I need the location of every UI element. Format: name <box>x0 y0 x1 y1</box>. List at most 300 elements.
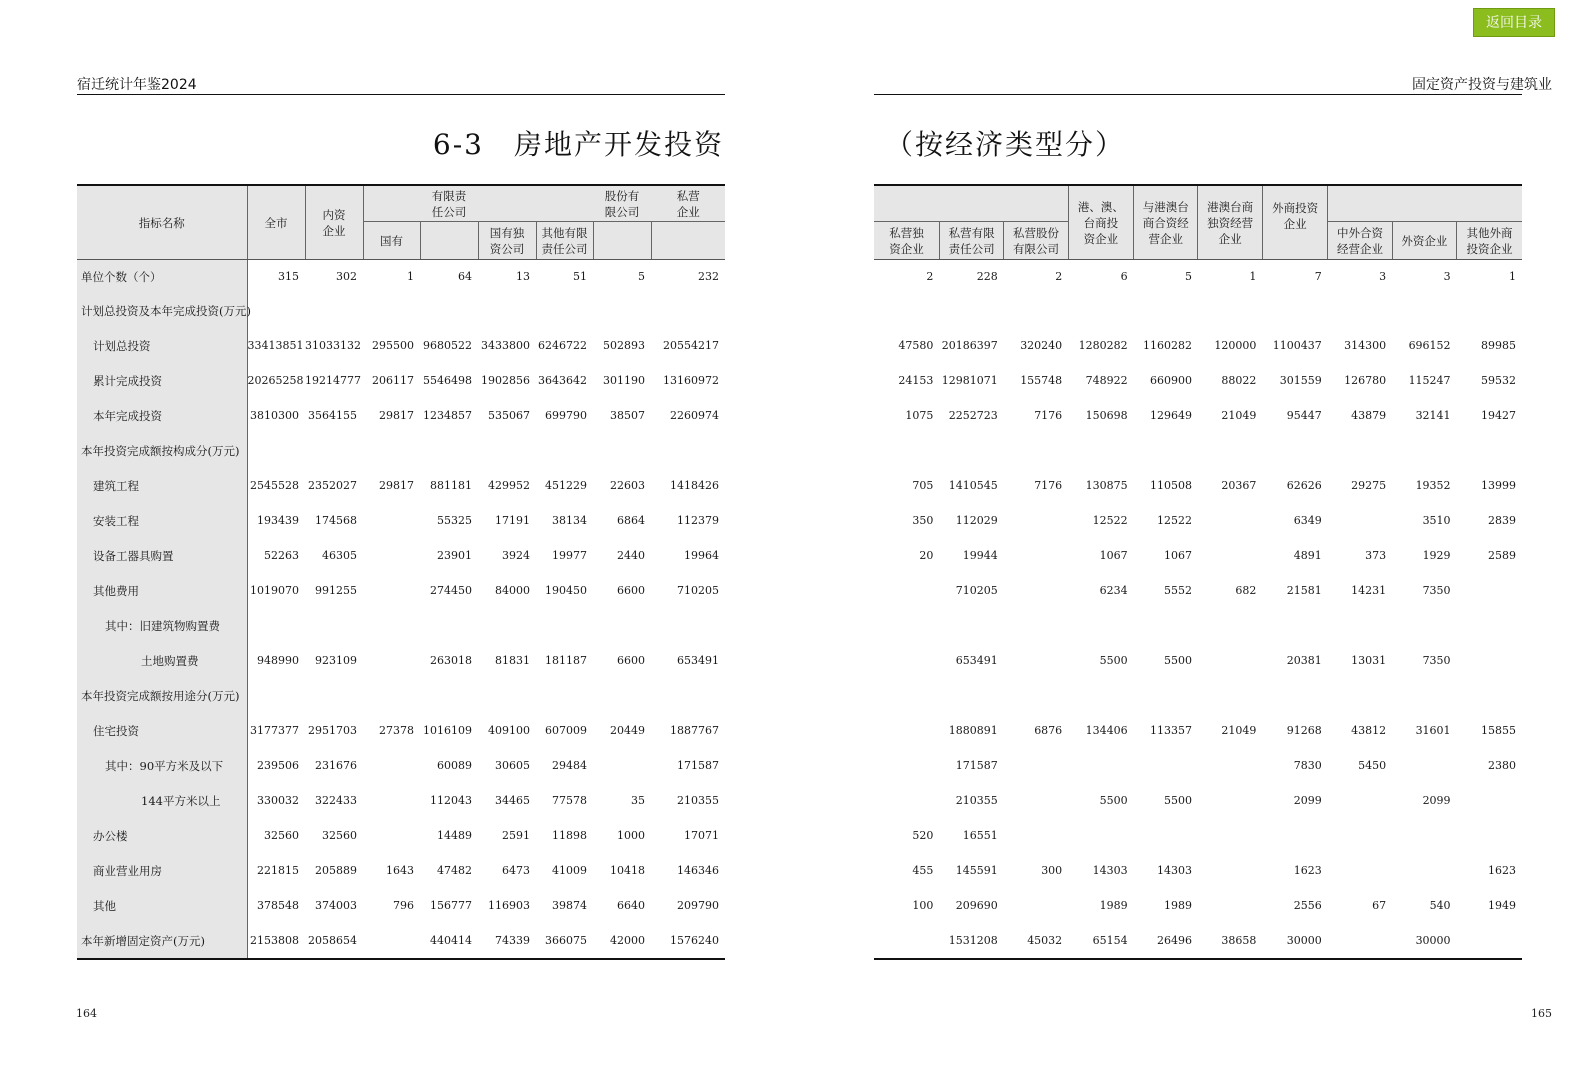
table-cell: 373 <box>1365 549 1387 562</box>
table-cell <box>1328 818 1392 853</box>
table-cell <box>1134 748 1198 783</box>
table-cell <box>1328 853 1392 888</box>
table-row <box>874 260 1522 294</box>
table-cell: 2352027 <box>308 479 357 492</box>
table-cell: 710205 <box>955 584 998 597</box>
table-row <box>874 783 1522 818</box>
table-cell: 4891 <box>1293 549 1322 562</box>
header-hmt-joint: 与港澳台 商合资经 营企业 <box>1134 185 1198 260</box>
table-cell: 7350 <box>1422 584 1451 597</box>
table-cell: 881181 <box>430 479 472 492</box>
table-cell: 209790 <box>677 899 719 912</box>
table-cell: 7830 <box>1293 759 1322 772</box>
table-cell <box>1198 503 1262 538</box>
table-cell: 653491 <box>955 654 998 667</box>
table-row <box>77 363 725 398</box>
table-cell <box>536 293 593 328</box>
table-cell <box>305 433 363 468</box>
row-label: 其中：90平方米及以下 <box>77 748 247 783</box>
table-cell: 13999 <box>1481 479 1516 492</box>
table-cell: 45032 <box>1004 923 1068 959</box>
table-row <box>874 608 1522 643</box>
table-cell <box>1328 503 1392 538</box>
table-cell: 502893 <box>603 339 645 352</box>
table-row <box>874 853 1522 888</box>
table-cell: 31601 <box>1415 724 1451 737</box>
table-cell: 112379 <box>677 514 719 527</box>
table-cell: 923109 <box>315 654 357 667</box>
table-cell: 948990 <box>257 654 299 667</box>
table-row <box>77 260 725 294</box>
row-label: 本年投资完成额按构成分(万元) <box>77 433 247 468</box>
table-cell: 30000 <box>1262 923 1327 959</box>
table-cell: 3433800 <box>481 339 530 352</box>
table-cell: 42000 <box>593 923 651 959</box>
row-label: 累计完成投资 <box>77 363 247 398</box>
table-cell <box>478 293 536 328</box>
table-cell <box>1004 748 1068 783</box>
table-cell <box>1134 678 1198 713</box>
table-cell: 1016109 <box>423 724 472 737</box>
table-cell: 20449 <box>610 724 645 737</box>
table-cell: 9680522 <box>423 339 472 352</box>
table-row <box>874 818 1522 853</box>
table-row <box>77 328 725 363</box>
table-cell: 7 <box>1314 270 1322 283</box>
row-label: 其他费用 <box>77 573 247 608</box>
table-row <box>77 888 725 923</box>
table-cell: 6640 <box>617 899 645 912</box>
table-cell <box>1068 293 1133 328</box>
table-cell <box>247 433 305 468</box>
table-cell <box>1004 573 1068 608</box>
table-row <box>77 853 725 888</box>
table-cell: 15855 <box>1481 724 1516 737</box>
table-cell: 21581 <box>1286 584 1322 597</box>
table-cell: 38658 <box>1198 923 1262 959</box>
table-row <box>874 468 1522 503</box>
table-cell: 5 <box>638 270 645 283</box>
table-cell: 5546498 <box>423 374 472 387</box>
table-cell: 6864 <box>617 514 645 527</box>
table-cell: 23901 <box>437 549 472 562</box>
table-row <box>77 398 725 433</box>
table-cell: 451229 <box>545 479 587 492</box>
table-cell <box>1328 433 1392 468</box>
table-cell: 1887767 <box>670 724 719 737</box>
table-cell: 17071 <box>684 829 719 842</box>
table-cell: 91268 <box>1286 724 1322 737</box>
table-cell: 682 <box>1235 584 1257 597</box>
table-row <box>77 608 725 643</box>
table-cell <box>651 293 725 328</box>
table-cell: 112043 <box>430 794 472 807</box>
table-cell: 330032 <box>257 794 299 807</box>
table-cell: 3643642 <box>538 374 587 387</box>
table-cell: 13160972 <box>663 374 719 387</box>
table-cell: 2440 <box>617 549 645 562</box>
investment-table-right <box>874 184 1522 960</box>
table-cell: 2556 <box>1293 899 1322 912</box>
table-title: 6-3 房地产开发投资 <box>432 128 724 161</box>
table-cell: 1880891 <box>948 724 998 737</box>
table-cell: 20554217 <box>663 339 719 352</box>
table-cell <box>1198 748 1262 783</box>
header-private: 私营 企业 <box>651 222 725 260</box>
table-cell: 46305 <box>322 549 357 562</box>
table-cell: 52263 <box>264 549 299 562</box>
table-cell <box>1328 678 1392 713</box>
table-cell: 155748 <box>1020 374 1063 387</box>
table-cell: 129649 <box>1149 409 1192 422</box>
table-cell: 41009 <box>552 864 587 877</box>
table-cell <box>939 608 1003 643</box>
table-cell: 2 <box>926 270 934 283</box>
table-cell: 6600 <box>617 584 645 597</box>
table-cell: 440414 <box>420 923 478 959</box>
table-cell: 232 <box>698 270 719 283</box>
table-cell <box>363 573 420 608</box>
table-cell: 2589 <box>1488 549 1516 562</box>
table-cell <box>651 608 725 643</box>
row-label: 设备工器具购置 <box>77 538 247 573</box>
table-row <box>874 713 1522 748</box>
table-cell: 796 <box>393 899 414 912</box>
table-cell: 3510 <box>1422 514 1451 527</box>
table-cell: 35 <box>631 794 645 807</box>
table-cell: 171587 <box>955 759 998 772</box>
table-cell: 47580 <box>898 339 934 352</box>
row-label: 其中：旧建筑物购置费 <box>77 608 247 643</box>
table-row <box>77 468 725 503</box>
table-cell <box>1004 643 1068 678</box>
table-cell: 1 <box>1509 270 1516 283</box>
table-cell: 2260974 <box>670 409 719 422</box>
table-cell <box>874 713 939 748</box>
table-cell <box>1134 608 1198 643</box>
table-cell: 10418 <box>610 864 645 877</box>
table-cell: 1000 <box>617 829 645 842</box>
table-cell: 1234857 <box>423 409 472 422</box>
table-cell: 205889 <box>315 864 357 877</box>
table-cell: 193439 <box>257 514 299 527</box>
table-cell <box>420 608 478 643</box>
table-cell: 239506 <box>257 759 299 772</box>
table-cell <box>939 293 1003 328</box>
table-cell: 174568 <box>315 514 357 527</box>
table-cell <box>1262 433 1327 468</box>
table-cell <box>593 608 651 643</box>
table-cell <box>1068 433 1133 468</box>
row-label: 商业营业用房 <box>77 853 247 888</box>
table-cell: 19352 <box>1415 479 1451 492</box>
table-cell: 30605 <box>495 759 530 772</box>
left-page <box>0 0 790 1077</box>
table-cell: 6600 <box>617 654 645 667</box>
table-cell <box>1457 293 1522 328</box>
table-cell <box>1134 818 1198 853</box>
table-cell: 13031 <box>1351 654 1387 667</box>
table-cell: 21049 <box>1221 409 1257 422</box>
table-row <box>874 293 1522 328</box>
table-cell <box>305 293 363 328</box>
table-cell: 60089 <box>437 759 472 772</box>
back-to-contents-button[interactable]: 返回目录 <box>1473 8 1555 37</box>
table-cell: 32560 <box>322 829 357 842</box>
table-cell <box>1392 853 1456 888</box>
table-cell <box>1262 818 1327 853</box>
table-row <box>874 678 1522 713</box>
table-cell: 315 <box>278 270 299 283</box>
table-cell: 228 <box>976 270 998 283</box>
table-cell: 705 <box>912 479 934 492</box>
table-row <box>874 643 1522 678</box>
table-cell <box>939 678 1003 713</box>
table-cell: 1531208 <box>939 923 1003 959</box>
table-cell: 24153 <box>898 374 934 387</box>
table-cell: 3 <box>1379 270 1387 283</box>
table-cell: 5500 <box>1099 794 1128 807</box>
table-row <box>874 503 1522 538</box>
table-cell <box>247 678 305 713</box>
header-indicator: 指标名称 <box>77 185 247 260</box>
table-cell <box>1457 608 1522 643</box>
table-cell: 20186397 <box>941 339 998 352</box>
table-cell <box>1004 538 1068 573</box>
table-cell: 748922 <box>1085 374 1128 387</box>
table-cell: 409100 <box>488 724 530 737</box>
table-cell: 1067 <box>1099 549 1128 562</box>
table-cell <box>363 923 420 959</box>
header-rule <box>874 94 1522 95</box>
table-cell: 16551 <box>962 829 998 842</box>
table-cell: 39874 <box>552 899 587 912</box>
table-cell: 520 <box>912 829 934 842</box>
header-foreign-subgroup <box>1328 185 1522 222</box>
table-cell <box>874 748 939 783</box>
table-cell: 43879 <box>1351 409 1387 422</box>
table-row <box>77 293 725 328</box>
table-cell: 32141 <box>1415 409 1451 422</box>
row-label: 其他 <box>77 888 247 923</box>
table-cell <box>1392 678 1456 713</box>
table-cell <box>363 643 420 678</box>
table-cell: 3564155 <box>308 409 357 422</box>
table-cell <box>593 748 651 783</box>
table-cell: 2380 <box>1488 759 1516 772</box>
table-cell <box>1004 888 1068 923</box>
table-cell <box>1198 818 1262 853</box>
table-cell: 699790 <box>545 409 587 422</box>
table-row <box>874 748 1522 783</box>
table-cell: 31033132 <box>305 339 361 352</box>
table-cell: 3810300 <box>250 409 299 422</box>
table-cell: 5552 <box>1163 584 1192 597</box>
header-total: 全市 <box>247 185 305 260</box>
table-cell: 5500 <box>1099 654 1128 667</box>
table-cell <box>1004 608 1068 643</box>
table-cell: 116903 <box>488 899 530 912</box>
table-row <box>874 328 1522 363</box>
table-cell <box>1262 293 1327 328</box>
page-number: 164 <box>76 1007 97 1020</box>
table-cell: 1576240 <box>651 923 725 959</box>
table-cell: 74339 <box>478 923 536 959</box>
row-label: 计划总投资 <box>77 328 247 363</box>
header-private-joint-stock: 私营股份 有限公司 <box>1004 222 1068 260</box>
table-row <box>874 538 1522 573</box>
table-cell: 1989 <box>1163 899 1192 912</box>
table-cell <box>874 923 939 959</box>
table-cell: 2951703 <box>308 724 357 737</box>
table-cell <box>1198 608 1262 643</box>
table-cell <box>1262 608 1327 643</box>
table-cell <box>1457 678 1522 713</box>
table-cell: 65154 <box>1068 923 1133 959</box>
table-cell: 991255 <box>315 584 357 597</box>
table-cell: 17191 <box>495 514 530 527</box>
table-cell: 77578 <box>552 794 587 807</box>
table-row <box>77 748 725 783</box>
row-label: 单位个数（个） <box>77 260 247 294</box>
table-cell <box>363 433 420 468</box>
table-cell: 34465 <box>495 794 530 807</box>
table-cell: 27378 <box>379 724 414 737</box>
table-cell <box>1262 678 1327 713</box>
header-private-sole: 私营独 资企业 <box>874 222 939 260</box>
table-cell <box>363 608 420 643</box>
table-cell <box>363 783 420 818</box>
table-cell: 263018 <box>430 654 472 667</box>
table-cell: 29817 <box>379 409 414 422</box>
table-row <box>77 713 725 748</box>
table-cell: 67 <box>1372 899 1387 912</box>
table-cell: 20381 <box>1286 654 1322 667</box>
table-cell <box>874 643 939 678</box>
table-cell: 47482 <box>437 864 472 877</box>
table-cell: 19977 <box>552 549 587 562</box>
table-cell: 653491 <box>677 654 719 667</box>
row-label: 安装工程 <box>77 503 247 538</box>
table-cell: 540 <box>1429 899 1451 912</box>
table-cell: 84000 <box>495 584 530 597</box>
table-cell: 5500 <box>1163 794 1192 807</box>
table-cell <box>1392 818 1456 853</box>
table-cell: 1 <box>407 270 414 283</box>
table-row <box>77 573 725 608</box>
table-cell: 378548 <box>257 899 299 912</box>
table-cell: 1 <box>1249 270 1257 283</box>
table-cell: 429952 <box>488 479 530 492</box>
header-other-llc: 其他有限 责任公司 <box>536 222 593 260</box>
header-private-llc: 私营有限 责任公司 <box>939 222 1003 260</box>
table-cell <box>1457 573 1522 608</box>
table-cell: 6 <box>1120 270 1128 283</box>
table-cell <box>305 608 363 643</box>
table-cell: 322433 <box>315 794 357 807</box>
header-state-owned: 国有 <box>363 222 420 260</box>
table-cell: 350 <box>912 514 934 527</box>
table-cell: 20367 <box>1221 479 1257 492</box>
table-cell: 14489 <box>437 829 472 842</box>
table-cell: 3 <box>1443 270 1451 283</box>
table-cell <box>420 433 478 468</box>
header-llc: 有限责 任公司 <box>420 222 478 260</box>
table-cell: 38507 <box>610 409 645 422</box>
table-cell: 1075 <box>905 409 934 422</box>
table-cell: 1410545 <box>948 479 998 492</box>
table-cell: 88022 <box>1221 374 1257 387</box>
table-row <box>874 573 1522 608</box>
header-hmt: 港、澳、 台商投 资企业 <box>1068 185 1133 260</box>
table-cell: 301190 <box>603 374 645 387</box>
table-row <box>874 923 1522 959</box>
table-cell <box>1457 783 1522 818</box>
table-cell: 112029 <box>955 514 998 527</box>
table-cell <box>478 433 536 468</box>
table-cell <box>363 538 420 573</box>
table-cell: 1949 <box>1488 899 1516 912</box>
table-cell: 210355 <box>677 794 719 807</box>
table-cell: 1623 <box>1488 864 1516 877</box>
table-cell <box>536 433 593 468</box>
table-cell <box>1392 748 1456 783</box>
table-cell <box>1328 293 1392 328</box>
table-cell: 1100437 <box>1272 339 1322 352</box>
table-cell <box>536 608 593 643</box>
table-cell <box>363 748 420 783</box>
table-cell: 710205 <box>677 584 719 597</box>
table-cell: 314300 <box>1344 339 1387 352</box>
table-cell <box>1392 293 1456 328</box>
table-cell: 29275 <box>1351 479 1387 492</box>
table-cell: 89985 <box>1481 339 1516 352</box>
table-cell <box>1392 608 1456 643</box>
table-cell: 1623 <box>1293 864 1322 877</box>
table-cell: 190450 <box>545 584 587 597</box>
table-cell: 210355 <box>955 794 998 807</box>
investment-table-left <box>77 184 725 960</box>
table-cell <box>1328 783 1392 818</box>
table-cell: 19944 <box>962 549 998 562</box>
header-foreign-owned: 外资企业 <box>1392 222 1456 260</box>
table-cell <box>593 433 651 468</box>
header-state-sole: 国有独 资公司 <box>478 222 536 260</box>
table-cell: 660900 <box>1149 374 1192 387</box>
table-row <box>874 398 1522 433</box>
table-cell: 32560 <box>264 829 299 842</box>
table-cell <box>305 678 363 713</box>
table-cell: 115247 <box>1408 374 1451 387</box>
table-cell <box>1004 678 1068 713</box>
table-cell <box>1392 433 1456 468</box>
table-cell: 221815 <box>257 864 299 877</box>
table-cell: 206117 <box>372 374 414 387</box>
table-cell: 13 <box>516 270 530 283</box>
row-label: 本年投资完成额按用途分(万元) <box>77 678 247 713</box>
table-cell <box>1004 783 1068 818</box>
table-title-continued: （按经济类型分） <box>885 128 1126 161</box>
table-cell: 3177377 <box>250 724 299 737</box>
section-title: 固定资产投资与建筑业 <box>1412 77 1552 93</box>
table-cell: 366075 <box>536 923 593 959</box>
table-cell: 295500 <box>372 339 414 352</box>
table-cell: 274450 <box>430 584 472 597</box>
table-cell: 5 <box>1184 270 1192 283</box>
table-cell <box>874 293 939 328</box>
header-other-foreign: 其他外商 投资企业 <box>1457 222 1522 260</box>
table-cell <box>1328 608 1392 643</box>
